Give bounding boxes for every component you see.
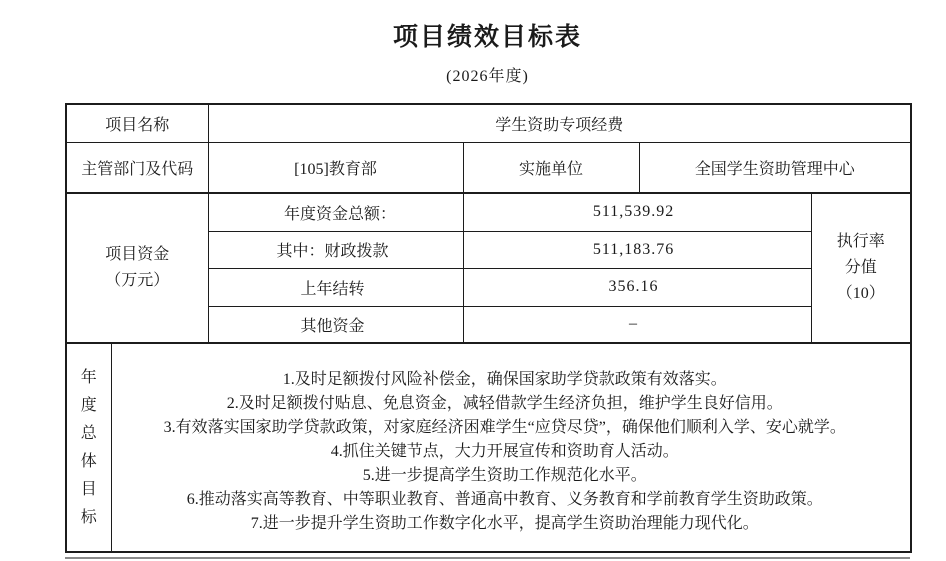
funds-section-label <box>66 193 208 343</box>
funds-total-value: 511,539.92 <box>463 193 811 231</box>
annual-goals-row <box>66 343 911 552</box>
page-title: 项目绩效目标表 <box>392 24 582 51</box>
project-name-value: 学生资助专项经费 <box>208 104 911 142</box>
score-label-line3: （10） <box>836 285 885 302</box>
funds-other-label: 其他资金 <box>208 306 463 343</box>
score-label-line1: 执行率 <box>836 233 885 250</box>
funds-carryover-label: 上年结转 <box>208 268 463 306</box>
score-label-line2: 分值 <box>844 259 877 276</box>
funds-fiscal-value: 511,183.76 <box>463 231 811 268</box>
goals-label-char-2: 度 <box>80 396 97 414</box>
execution-rate-score-cell <box>811 193 911 343</box>
funds-total-label: 年度资金总额： <box>208 193 463 231</box>
performance-target-table <box>65 103 912 553</box>
page-subtitle: (2026年度) <box>446 68 529 85</box>
department-label: 主管部门及代码 <box>66 142 208 193</box>
annual-goals-content <box>111 343 911 552</box>
project-name-row <box>66 104 911 142</box>
funds-other-value: – <box>463 306 811 343</box>
goal-item-4: 4.抓住关键节点，大力开展宣传和资助育人活动。 <box>330 443 679 460</box>
goal-item-6: 6.推动落实高等教育、中等职业教育、普通高中教育、义务教育和学前教育学生资助政策。 <box>186 491 823 508</box>
department-row <box>66 142 911 193</box>
funds-label-line1: 项目资金 <box>105 246 170 263</box>
goals-label-char-3: 总 <box>80 424 97 442</box>
goal-item-1: 1.及时足额拨付风险补偿金，确保国家助学贷款政策有效落实。 <box>282 371 727 388</box>
goal-item-3: 3.有效落实国家助学贷款政策，对家庭经济困难学生“应贷尽贷”，确保他们顺利入学、安心就学。 <box>163 419 846 436</box>
goals-label-char-1: 年 <box>80 368 97 386</box>
funds-carryover-value: 356.16 <box>463 268 811 306</box>
implementing-unit-value: 全国学生资助管理中心 <box>639 142 911 193</box>
department-value: [105]教育部 <box>208 142 463 193</box>
goals-label-char-6: 标 <box>80 508 97 526</box>
annual-goals-label <box>66 343 111 552</box>
project-name-label: 项目名称 <box>66 104 208 142</box>
goal-item-5: 5.进一步提高学生资助工作规范化水平。 <box>362 467 647 484</box>
goals-label-char-4: 体 <box>80 452 97 470</box>
implementing-unit-label: 实施单位 <box>463 142 639 193</box>
next-row-partial-border <box>65 557 910 559</box>
goal-item-7: 7.进一步提升学生资助工作数字化水平，提高学生资助治理能力现代化。 <box>250 515 759 532</box>
funds-row-total <box>66 193 911 231</box>
funds-fiscal-label: 其中：财政拨款 <box>208 231 463 268</box>
goal-item-2: 2.及时足额拨付贴息、免息资金，减轻借款学生经济负担，维护学生良好信用。 <box>226 395 783 412</box>
goals-label-char-5: 目 <box>80 480 97 498</box>
funds-label-line2: （万元） <box>105 272 170 289</box>
